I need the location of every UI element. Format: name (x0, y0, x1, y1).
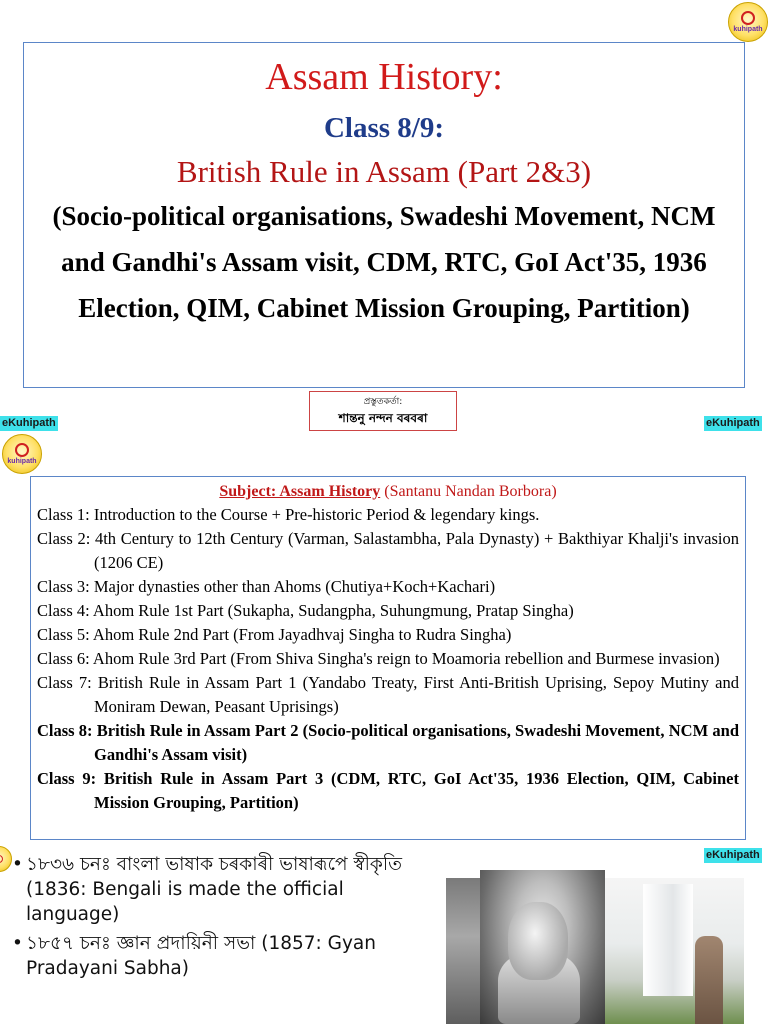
bullet-item: • ১৮৩৬ চনঃ বাংলা ভাষাক চৰকাৰী ভাষাৰূপে স্বীকৃতি (1836: Bengali is made the official language) (12, 852, 427, 927)
class-item: Class 4: Ahom Rule 1st Part (Sukapha, Sudangpha, Suhungmung, Pratap Singha) (37, 601, 574, 620)
author-box (309, 391, 457, 431)
class-item: Class 6: Ahom Rule 3rd Part (From Shiva Singha's reign to Moamoria rebellion and Burmese invasion) (37, 649, 720, 668)
topics-text: (Socio-political organisations, Swadeshi Movement, NCM and Gandhi's Assam visit, CDM, RTC, GoI Act'35, 1936 Election, QIM, Cabinet Mission Grouping, Partition) (52, 201, 716, 323)
author-name: শান্তনু নন্দন বৰবৰা (338, 411, 428, 425)
class-item-current: Class 8: British Rule in Assam Part 2 (Socio-political organisations, Swadeshi Movement, NCM and Gandhi's Assam visit) (37, 721, 739, 764)
syllabus-slide (0, 432, 768, 842)
class-item: Class 3: Major dynasties other than Ahoms (Chutiya+Koch+Kachari) (37, 577, 496, 596)
subject-heading (37, 481, 739, 503)
logo-mark-icon (15, 443, 29, 457)
logo-text: kuhipath (7, 458, 37, 465)
bullet-item: • ১৮৫৭ চনঃ জ্ঞান প্ৰদায়িনী সভা (1857: Gyan Pradayani Sabha) (12, 931, 427, 981)
brand-watermark-right: eKuhipath (706, 849, 760, 861)
kuhipath-logo (2, 434, 42, 474)
class-list (37, 503, 739, 815)
photo-collage (446, 878, 744, 1024)
logo-mark-icon (0, 855, 3, 863)
class-item-current: Class 9: British Rule in Assam Part 3 (CDM, RTC, GoI Act'35, 1936 Election, QIM, Cabinet Mission Grouping, Partition) (37, 769, 739, 812)
subject-label: Subject: Assam History (219, 483, 381, 500)
kuhipath-logo (0, 846, 12, 872)
brand-watermark-left: eKuhipath (2, 417, 56, 429)
photo-strip-image (446, 878, 480, 1024)
brand-watermark-right: eKuhipath (706, 417, 760, 429)
class-item: Class 5: Ahom Rule 2nd Part (From Jayadhvaj Singha to Rudra Singha) (37, 625, 512, 644)
bullet-list (12, 852, 427, 985)
content-slide (0, 842, 768, 1024)
kuhipath-logo (728, 2, 768, 42)
author-label: প্ৰস্তুতকৰ্তা: (363, 397, 403, 407)
part-heading: British Rule in Assam (Part 2&3) (176, 154, 592, 189)
syllabus-box (30, 476, 746, 840)
class-item: Class 7: British Rule in Assam Part 1 (Yandabo Treaty, First Anti-British Uprising, Sepoy Mutiny and Moniram Dewan, Peasant Uprisings) (37, 673, 739, 716)
page-title: Assam History: (265, 56, 503, 98)
statue-photo (605, 878, 744, 1024)
class-item: Class 1: Introduction to the Course + Pre-historic Period & legendary kings. (37, 505, 540, 524)
logo-text: kuhipath (733, 26, 763, 33)
title-slide (0, 0, 768, 432)
title-box (23, 42, 745, 388)
subject-author: (Santanu Nandan Borbora) (380, 483, 557, 500)
class-heading: Class 8/9: (323, 112, 445, 144)
portrait-photo (480, 870, 605, 1024)
logo-mark-icon (741, 11, 755, 25)
class-item: Class 2: 4th Century to 12th Century (Varman, Salastambha, Pala Dynasty) + Bakthiyar Khalji's invasion (1206 CE) (37, 529, 739, 572)
